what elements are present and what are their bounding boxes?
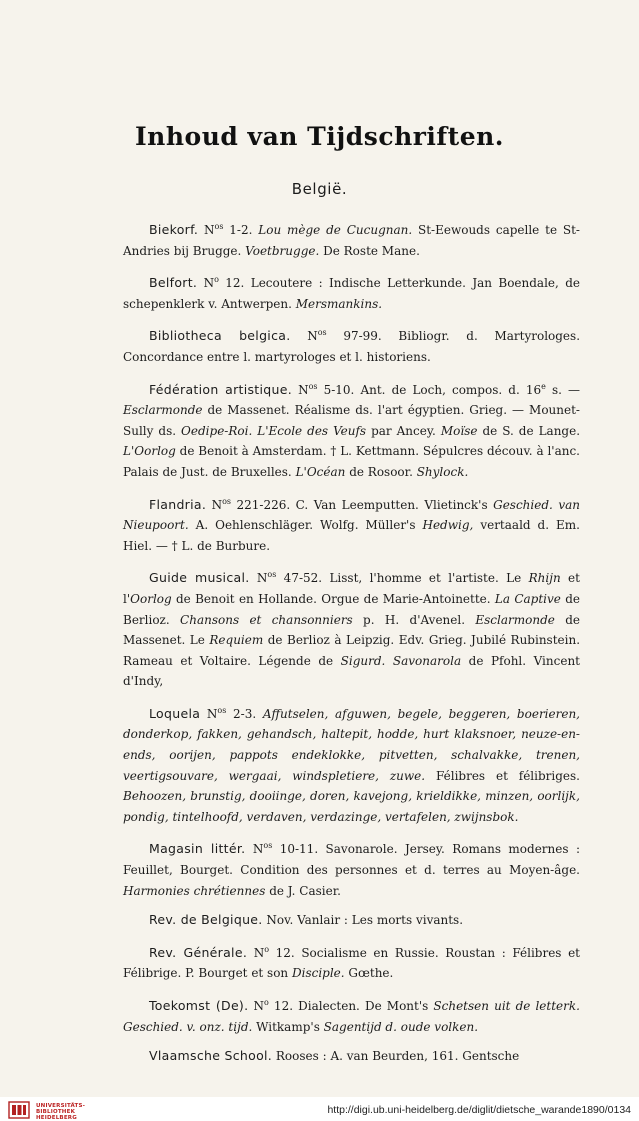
title-text: La Captive xyxy=(494,591,561,606)
entry-text: os xyxy=(214,222,224,231)
title-text: Sigurd. Savonarola xyxy=(340,653,462,668)
entry-text: s. — xyxy=(545,382,581,397)
entry-text: 1-2. xyxy=(223,223,259,237)
entry-text: o xyxy=(264,944,270,954)
entry-text: par Ancey. xyxy=(366,423,441,438)
title-text: Sagentijd d. oude volken. xyxy=(323,1019,479,1034)
entry-text: 97-99. Bibliogr. d. Martyrologes. Concordance entre l. martyrologes et l. historiens. xyxy=(123,329,581,364)
title-text: Esclarmonde xyxy=(475,612,555,627)
entry-text: p. H. d'Avenel. xyxy=(352,612,476,627)
journal-entry xyxy=(123,940,580,984)
journal-name: Flandria. xyxy=(149,496,207,512)
title-text: Hedwig, xyxy=(422,518,474,533)
entry-text: N xyxy=(248,999,264,1013)
entry-text: os xyxy=(222,496,232,506)
journal-entry xyxy=(123,492,580,557)
library-name: UNIVERSITÄTS- BIBLIOTHEK HEIDELBERG xyxy=(36,1103,86,1121)
entry-text: de Berlioz à Leipzig. Edv. Grieg. Jubilé Rubinstein. Rameau et Voltaire. Légende de xyxy=(123,633,581,668)
entry-text: Rooses : A. van Beurden, 161. Gentsche xyxy=(272,1049,520,1064)
section-heading: België. xyxy=(291,180,348,198)
title-text: Mersmankins. xyxy=(295,296,383,311)
entry-text: de S. de Lange. xyxy=(477,423,581,438)
title-text: Oorlog xyxy=(130,591,172,606)
entry-text: de Berlioz. xyxy=(123,591,581,627)
journal-entry xyxy=(123,217,580,261)
title-text: Shylock. xyxy=(416,464,469,479)
entry-text: Witkamp's xyxy=(252,1019,324,1034)
journal-name: Toekomst (De). xyxy=(149,998,249,1013)
entry-text: N xyxy=(200,706,218,721)
entry-text: 12. Socialisme en Russie. Roustan : Félibres et Félibrige. P. Bourget et son xyxy=(123,945,580,981)
entry-text: N xyxy=(198,223,215,237)
journal-name: Biekorf. xyxy=(149,222,199,237)
title-text: Harmonies chrétiennes xyxy=(123,883,266,898)
entry-text: 47-52. Lisst, l'homme et l'artiste. Le xyxy=(276,571,529,586)
journal-name: Guide musical. xyxy=(149,570,250,586)
title-text: Chansons et chansonniers xyxy=(180,612,353,627)
journal-name: Rev. de Belgique. xyxy=(149,912,263,928)
journal-entry xyxy=(123,1046,580,1067)
journal-entry xyxy=(123,910,580,931)
journal-name: Fédération artistique. xyxy=(149,381,292,397)
title-text: Esclarmonde xyxy=(123,403,203,418)
entry-text: 221-226. C. Van Leemputten. Vlietinck's xyxy=(231,497,494,512)
entry-text: e xyxy=(541,381,546,391)
entry-text: N xyxy=(292,382,309,397)
journal-entries xyxy=(123,217,580,1076)
journal-entry xyxy=(123,993,580,1037)
entry-text: N xyxy=(247,945,265,960)
entry-text: 5-10. Ant. de Loch, compos. d. 16 xyxy=(317,382,542,397)
entry-text: St-Eewouds capelle te St-Andries bij Brugge. xyxy=(123,223,580,258)
journal-name: Loquela xyxy=(149,705,201,721)
entry-text: 10-11. Savonarole. Jersey. Romans modernes : Feuillet, Bourget. Condition des personnes et d. terres au Moyen-âge. xyxy=(123,842,580,878)
journal-entry xyxy=(123,836,580,901)
journal-entry xyxy=(123,701,580,828)
entry-text: 12. Dialecten. De Mont's xyxy=(268,999,434,1013)
title-text: Oedipe-Roi. L'Ecole des Veufs xyxy=(181,423,367,438)
source-url[interactable]: http://digi.ub.uni-heidelberg.de/diglit/dietsche_warande1890/0134 xyxy=(327,1104,631,1116)
entry-text: A. Oehlenschläger. Wolfg. Müller's xyxy=(188,518,423,533)
entry-text: N xyxy=(206,497,223,512)
entry-text: De Roste Mane. xyxy=(319,243,420,258)
entry-text: os xyxy=(267,570,277,580)
entry-text: Félibres et félibriges. xyxy=(425,768,580,783)
entry-text: 2-3. xyxy=(226,706,263,721)
entry-text: Gœthe. xyxy=(344,966,394,981)
entry-text: de Benoit à Amsterdam. † L. Kettmann. Sépulcres découv. à l'anc. Palais de Just. de Bruxelles. xyxy=(123,444,580,479)
entry-text: os xyxy=(317,328,327,338)
journal-name: Vlaamsche School. xyxy=(149,1048,273,1064)
title-text: L'Océan xyxy=(295,464,346,479)
entry-text: os xyxy=(308,381,318,391)
journal-entry xyxy=(123,565,580,692)
title-text: Moïse xyxy=(440,423,478,438)
entry-text: o xyxy=(214,275,219,285)
entry-text: et l' xyxy=(123,571,580,606)
journal-entry xyxy=(123,377,580,483)
entry-text: de Pfohl. Vincent d'Indy, xyxy=(123,653,580,689)
title-text: L'Oorlog xyxy=(123,444,176,459)
entry-text: de Massenet. Le xyxy=(123,612,580,648)
entry-text: de Rosoor. xyxy=(345,464,417,479)
title-text: Behoozen, brunstig, dooiinge, doren, kavejong, krieldikke, minzen, oorlijk, pondig, tintelhoofd, verdaven, verdazinge, vertafelen, zwijnsbok. xyxy=(123,789,580,824)
journal-entry xyxy=(123,270,580,314)
title-text: Rhijn xyxy=(528,571,561,586)
library-logo-icon xyxy=(8,1101,30,1119)
entry-text: N xyxy=(249,571,268,586)
page-title: Inhoud van Tijdschriften. xyxy=(134,122,505,151)
entry-text: N xyxy=(245,842,264,857)
entry-text: 12. Lecoutere : Indische Letterkunde. Jan Boendale, de schepenklerk v. Antwerpen. xyxy=(123,276,580,311)
entry-text: o xyxy=(264,998,269,1007)
entry-text: de J. Casier. xyxy=(265,883,341,898)
title-text: Geschied. van Nieupoort. xyxy=(123,497,580,533)
entry-text: os xyxy=(217,705,227,715)
journal-entry xyxy=(123,323,580,367)
title-text: Schetsen uit de letterk. Geschied. v. onz. tijd. xyxy=(123,999,580,1034)
journal-name: Bibliotheca belgica. xyxy=(149,328,291,344)
title-text: Lou mège de Cucugnan. xyxy=(258,223,413,237)
title-text: Affutselen, afguwen, begele, beggeren, boerieren, donderkop, fakken, gehandsch, haltepit, hodde, hurt klaksnoer, neuze-en-ends, oorijen, pappots endeklokke, pitvetten, schalvakke, trenen, veertigsouvare, wergaai, windspletiere, zuwe. xyxy=(123,706,580,783)
journal-name: Belfort. xyxy=(149,275,198,291)
title-text: Disciple. xyxy=(291,966,345,981)
entry-text: de Benoit en Hollande. Orgue de Marie-Antoinette. xyxy=(171,591,495,606)
entry-text: os xyxy=(263,841,273,851)
entry-text: N xyxy=(197,276,215,291)
entry-text: N xyxy=(290,329,318,344)
journal-name: Rev. Générale. xyxy=(149,944,248,960)
entry-text: vertaald d. Em. Hiel. — † L. de Burbure. xyxy=(123,518,580,553)
title-text: Requiem xyxy=(209,633,264,648)
journal-name: Magasin littér. xyxy=(149,841,246,857)
entry-text: Nov. Vanlair : Les morts vivants. xyxy=(262,913,464,928)
title-text: Voetbrugge. xyxy=(245,243,320,258)
entry-text: de Massenet. Réalisme ds. l'art égyptien. Grieg. — Mounet-Sully ds. xyxy=(123,403,580,438)
